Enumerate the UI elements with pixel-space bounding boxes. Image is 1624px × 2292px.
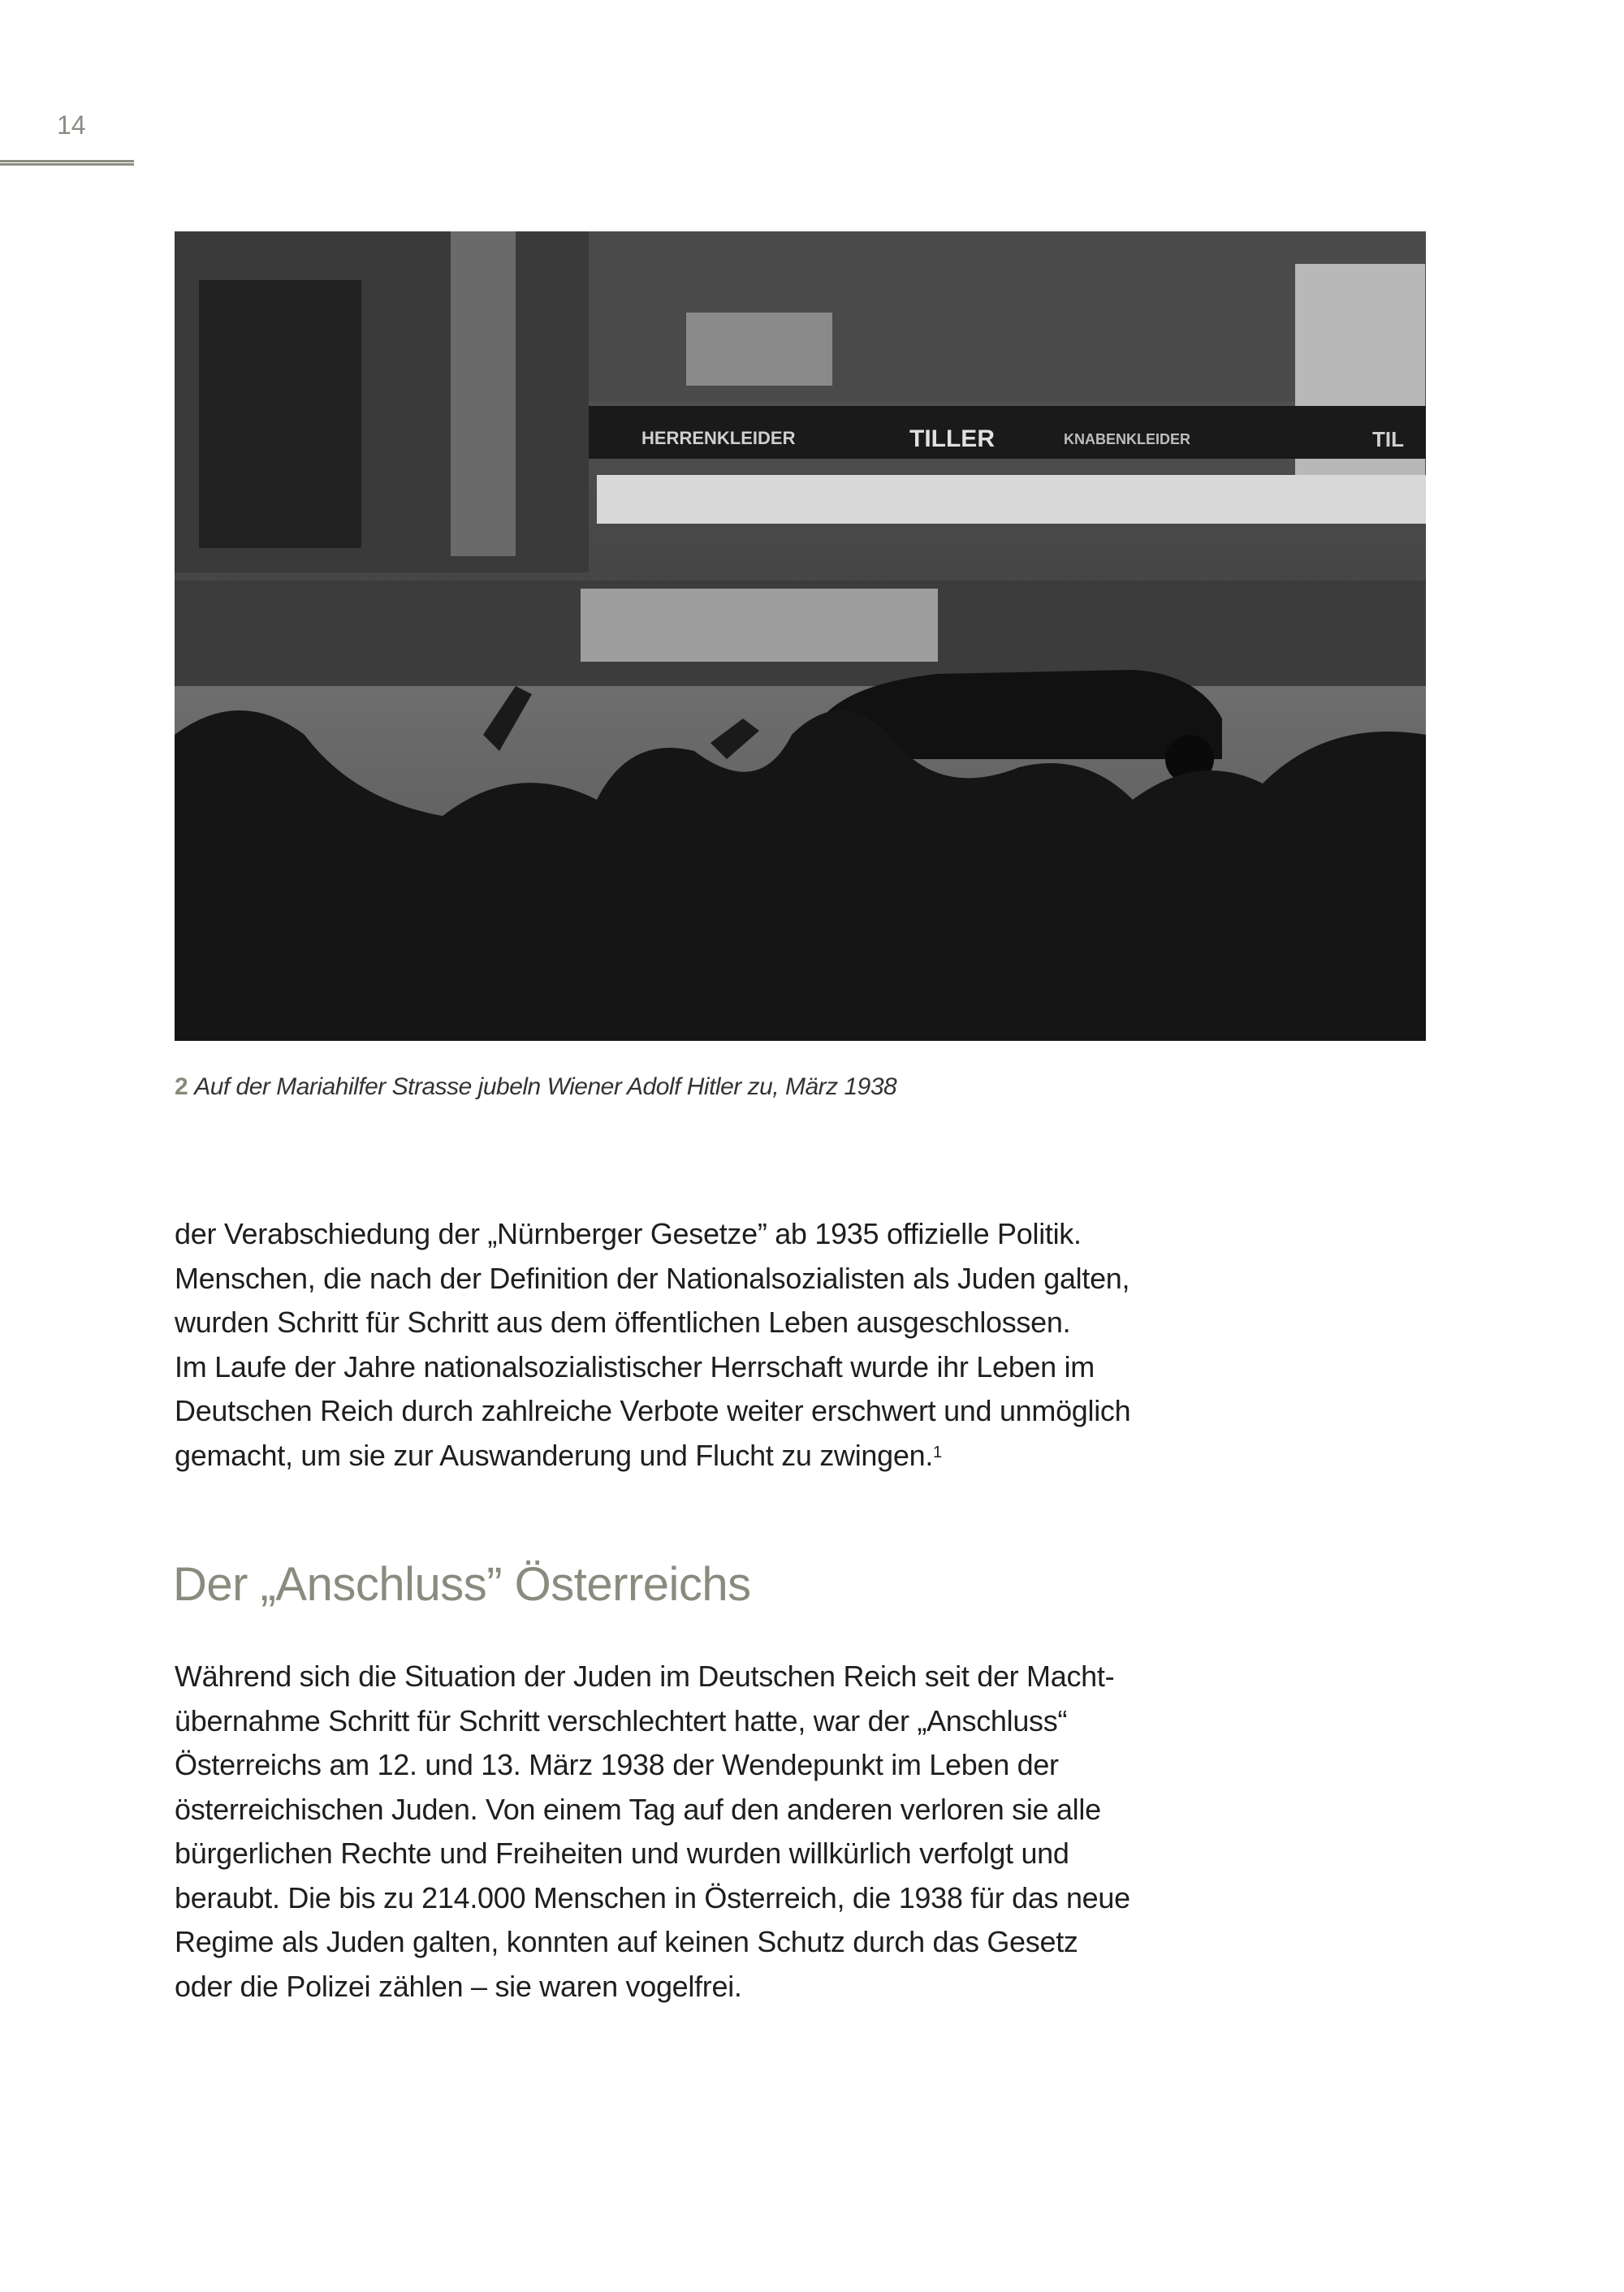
page-number: 14 <box>57 110 86 140</box>
text-line: Im Laufe der Jahre nationalsozialistischer Herrschaft wurde ihr Leben im <box>175 1349 1095 1383</box>
shop-sign: TILLER <box>909 425 995 452</box>
figure-number: 2 <box>175 1073 188 1100</box>
text-line: Österreichs am 12. und 13. März 1938 der Wendepunkt im Leben der <box>175 1748 1059 1781</box>
footnote-marker[interactable]: 1 <box>933 1443 942 1461</box>
caption-text: Auf der Mariahilfer Strasse jubeln Wiener Adolf Hitler zu, März 1938 <box>194 1073 897 1100</box>
shop-sign: TIL <box>1372 427 1404 451</box>
text-line: beraubt. Die bis zu 214.000 Menschen in Österreich, die 1938 für das neue <box>175 1880 1130 1914</box>
shop-sign: KNABENKLEIDER <box>1064 431 1191 447</box>
text-line-content: gemacht, um sie zur Auswanderung und Flucht zu zwingen. <box>175 1438 934 1472</box>
text-line: wurden Schritt für Schritt aus dem öffentlichen Leben ausgeschlossen. <box>175 1306 1071 1339</box>
text-line: Menschen, die nach der Definition der Nationalsozialisten als Juden galten, <box>175 1261 1130 1295</box>
section-heading: Der „Anschluss” Österreichs <box>173 1558 751 1611</box>
header-rule <box>0 160 134 166</box>
text-line: bürgerlichen Rechte und Freiheiten und wurden willkürlich verfolgt und <box>175 1837 1069 1870</box>
shop-sign: HERRENKLEIDER <box>641 428 796 448</box>
historical-photo <box>175 231 1426 1041</box>
text-line: oder die Polizei zählen – sie waren vogelfrei. <box>175 1969 742 2003</box>
text-line <box>175 1434 1130 1478</box>
paragraph-1 <box>175 1212 1130 1478</box>
text-line: übernahme Schritt für Schritt verschlechtert hatte, war der „Anschluss“ <box>175 1703 1068 1737</box>
text-line: Deutschen Reich durch zahlreiche Verbote weiter erschwert und unmöglich <box>175 1394 1131 1427</box>
text-line: Während sich die Situation der Juden im Deutschen Reich seit der Macht- <box>175 1660 1115 1693</box>
text-line: österreichischen Juden. Von einem Tag auf den anderen verloren sie alle <box>175 1792 1101 1826</box>
paragraph-2 <box>175 1655 1130 2009</box>
figure-caption <box>175 1073 896 1101</box>
text-line: Regime als Juden galten, konnten auf keinen Schutz durch das Gesetz <box>175 1925 1078 1958</box>
text-line: der Verabschiedung der „Nürnberger Gesetze” ab 1935 offizielle Politik. <box>175 1217 1082 1250</box>
